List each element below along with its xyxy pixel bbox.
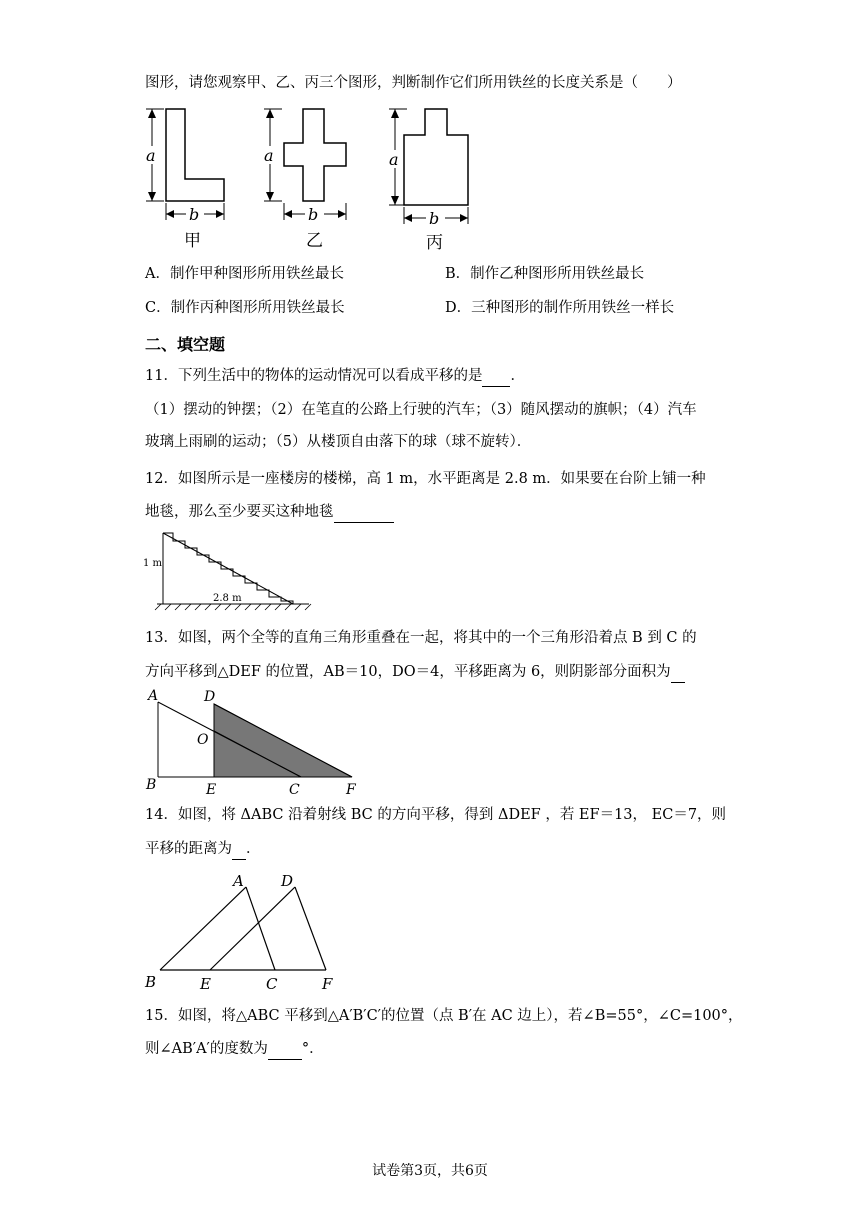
q12-stairs-figure [143,528,313,612]
figure-bing [389,109,468,253]
fig-yi-a-label: a [264,146,274,165]
fig-jia-b-label: b [189,205,200,224]
fig-jia-a-label: a [146,146,156,165]
q14-label-f: F [322,975,333,993]
q13-label-o: O [197,732,209,748]
q10-figures [140,100,470,260]
fig-yi-caption: 乙 [306,231,323,251]
q15-line2-text: 则∠AB′A′的度数为 [145,1041,268,1057]
figure-jia [146,109,224,251]
fig-yi-b-label: b [308,205,319,224]
q13-line2 [145,662,685,683]
section-title: 二、填空题 [145,335,226,354]
q14-figure [140,870,350,995]
fig-jia-caption: 甲 [184,231,201,251]
q13-label-a: A [148,688,159,704]
q11-stem [145,366,525,387]
q14-label-d: D [281,872,294,890]
q14-line1: 14．如图，将 ΔABC 沿着射线 BC 的方向平移，得到 ΔDEF ，若 EF＝13， EC＝7，则 [145,807,727,823]
q14-answer-blank [232,839,246,860]
page-footer: 试卷第3页，共6页 [372,1163,488,1179]
q11-answer-blank [482,366,510,387]
q14-line2-text: 平移的距离为 [145,841,232,857]
q14-label-e: E [200,975,211,993]
q13-label-f: F [346,782,356,798]
q13-line1: 13．如图，两个全等的直角三角形重叠在一起，将其中的一个三角形沿着点 B 到 C 的 [145,630,697,646]
q14-line2 [145,839,261,860]
fig-bing-caption: 丙 [426,233,443,253]
q11-items-line1: （1）摆动的钟摆；（2）在笔直的公路上行驶的汽车；（3）随风摆动的旗帜；（4）汽车 [145,402,697,418]
q12-height-label: 1 m [143,558,163,569]
q15-line1: 15．如图，将△ABC 平移到△A′B′C′的位置（点 B′在 AC 边上），若∠B=55°，∠C=100°， [145,1008,743,1024]
q12-line2-text: 地毯，那么至少要买这种地毯 [145,504,334,520]
q10-stem-tail: 图形，请您观察甲、乙、丙三个图形，判断制作它们所用铁丝的长度关系是（ ） [145,75,682,91]
q15-line2-end: °． [301,1041,324,1057]
q14-label-c: C [266,975,278,993]
q14-label-b: B [145,973,157,991]
q13-line2-text: 方向平移到△DEF 的位置，AB＝10，DO＝4，平移距离为 6，则阴影部分面积为 [145,664,671,680]
option-c: C．制作丙种图形所用铁丝最长 [145,300,345,316]
q12-line1: 12．如图所示是一座楼房的楼梯，高 1 m，水平距离是 2.8 m．如果要在台阶上铺一种 [145,471,706,487]
q12-line2 [145,502,394,523]
fig-bing-b-label: b [429,209,440,228]
q13-label-c: C [289,782,300,798]
option-a: A．制作甲种图形所用铁丝最长 [145,266,344,282]
fig-bing-a-label: a [389,150,399,169]
q11-items-line2: 玻璃上雨刷的运动；（5）从楼顶自由落下的球（球不旋转）． [145,434,532,450]
q11-stem-text: 11．下列生活中的物体的运动情况可以看成平移的是 [145,368,483,384]
q12-width-label: 2.8 m [213,593,242,604]
q13-answer-blank [671,662,685,683]
q11-stem-end: ． [510,368,525,384]
q13-figure [140,685,370,800]
q12-answer-blank [334,502,394,523]
q13-label-d: D [204,689,216,705]
figure-yi [264,109,346,251]
option-b: B．制作乙种图形所用铁丝最长 [445,266,645,282]
q14-line2-end: ． [246,841,261,857]
q14-label-a: A [233,872,244,890]
q15-line2 [145,1039,324,1060]
q13-label-b: B [146,777,157,793]
q13-label-e: E [206,782,217,798]
q15-answer-blank [268,1039,302,1060]
option-d: D．三种图形的制作所用铁丝一样长 [445,300,675,316]
